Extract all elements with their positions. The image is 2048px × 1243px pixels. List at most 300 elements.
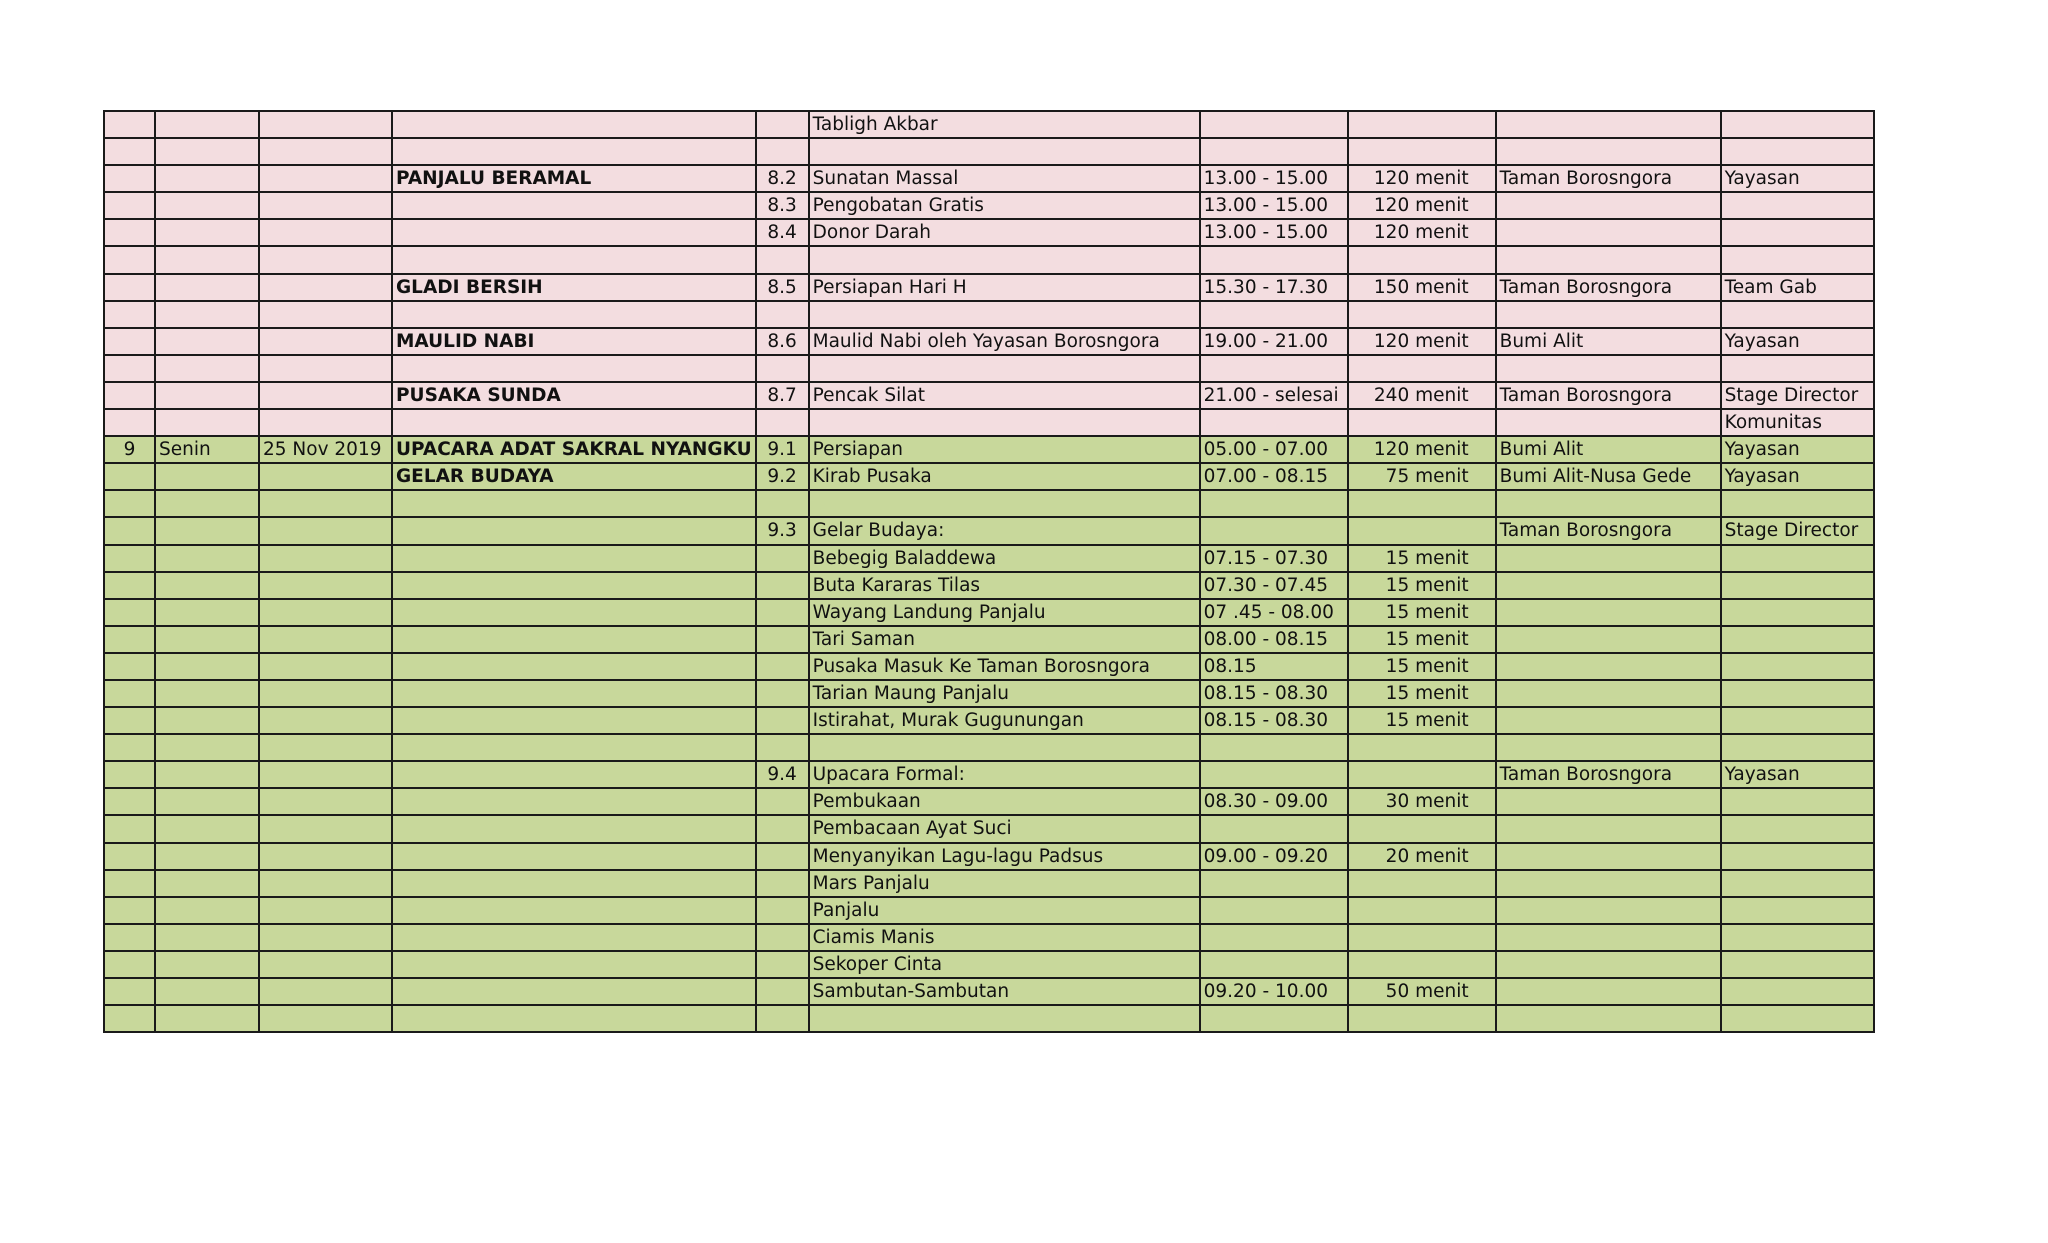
cell-activity [809,1005,1200,1032]
cell-activity: Sekoper Cinta [809,951,1200,978]
cell-activity: Kirab Pusaka [809,463,1200,490]
cell-location [1496,870,1721,897]
cell-time: 08.30 - 09.00 [1200,788,1348,815]
cell-location [1496,246,1721,273]
cell-location [1496,707,1721,734]
cell-duration: 120 menit [1348,192,1496,219]
cell-activity: Menyanyikan Lagu-lagu Padsus [809,843,1200,870]
cell-pic [1721,192,1874,219]
cell-location [1496,138,1721,165]
cell-time: 19.00 - 21.00 [1200,328,1348,355]
cell-no [104,761,155,788]
cell-day [155,653,259,680]
cell-day [155,138,259,165]
cell-program [392,301,756,328]
cell-program [392,843,756,870]
table-row [104,382,1874,409]
cell-date [259,355,392,382]
cell-duration: 15 menit [1348,626,1496,653]
cell-date [259,653,392,680]
cell-date [259,219,392,246]
cell-program: GELAR BUDAYA [392,463,756,490]
cell-activity: Pusaka Masuk Ke Taman Borosngora [809,653,1200,680]
cell-duration [1348,870,1496,897]
cell-pic: Stage Director [1721,382,1874,409]
cell-location [1496,490,1721,517]
cell-no [104,219,155,246]
cell-date [259,463,392,490]
cell-program [392,680,756,707]
cell-duration: 15 menit [1348,707,1496,734]
cell-day [155,897,259,924]
cell-duration [1348,734,1496,761]
cell-sub [756,978,809,1005]
cell-pic [1721,897,1874,924]
cell-sub [756,138,809,165]
cell-sub: 8.5 [756,274,809,301]
table-row [104,572,1874,599]
cell-program [392,599,756,626]
cell-activity: Pembacaan Ayat Suci [809,815,1200,842]
cell-date [259,274,392,301]
cell-pic: Yayasan [1721,165,1874,192]
table-row [104,788,1874,815]
cell-date [259,545,392,572]
cell-program [392,192,756,219]
cell-location [1496,301,1721,328]
table-row [104,626,1874,653]
cell-sub [756,707,809,734]
cell-pic: Stage Director [1721,517,1874,544]
cell-date [259,572,392,599]
cell-activity: Persiapan Hari H [809,274,1200,301]
table-row [104,734,1874,761]
cell-day [155,111,259,138]
cell-activity: Pencak Silat [809,382,1200,409]
cell-sub [756,843,809,870]
table-row [104,870,1874,897]
cell-time: 15.30 - 17.30 [1200,274,1348,301]
cell-date [259,599,392,626]
cell-no: 9 [104,436,155,463]
cell-sub: 8.3 [756,192,809,219]
cell-day: Senin [155,436,259,463]
cell-location [1496,815,1721,842]
table-row [104,192,1874,219]
cell-activity: Panjalu [809,897,1200,924]
cell-time [1200,138,1348,165]
cell-sub [756,490,809,517]
cell-location [1496,192,1721,219]
cell-date [259,490,392,517]
cell-time [1200,409,1348,436]
cell-day [155,870,259,897]
cell-no [104,111,155,138]
cell-duration [1348,761,1496,788]
cell-duration: 30 menit [1348,788,1496,815]
cell-sub [756,301,809,328]
cell-no [104,165,155,192]
table-row [104,274,1874,301]
cell-pic [1721,707,1874,734]
cell-program [392,897,756,924]
table-row [104,707,1874,734]
cell-program: PUSAKA SUNDA [392,382,756,409]
cell-time [1200,870,1348,897]
cell-no [104,1005,155,1032]
cell-pic [1721,788,1874,815]
cell-location [1496,599,1721,626]
cell-date [259,761,392,788]
cell-location [1496,978,1721,1005]
cell-program [392,870,756,897]
cell-program [392,111,756,138]
cell-day [155,246,259,273]
cell-duration: 120 menit [1348,219,1496,246]
cell-sub [756,680,809,707]
cell-location: Taman Borosngora [1496,274,1721,301]
cell-location: Bumi Alit [1496,328,1721,355]
cell-date [259,788,392,815]
cell-pic [1721,951,1874,978]
cell-day [155,355,259,382]
cell-date [259,328,392,355]
cell-location: Taman Borosngora [1496,517,1721,544]
cell-time: 07 .45 - 08.00 [1200,599,1348,626]
cell-day [155,815,259,842]
cell-sub: 9.1 [756,436,809,463]
schedule-table [103,110,1875,1033]
cell-activity [809,301,1200,328]
cell-pic [1721,680,1874,707]
cell-location: Taman Borosngora [1496,165,1721,192]
cell-duration [1348,924,1496,951]
cell-pic [1721,924,1874,951]
cell-date [259,680,392,707]
cell-sub [756,951,809,978]
cell-duration: 120 menit [1348,165,1496,192]
cell-sub [756,924,809,951]
cell-date [259,734,392,761]
table-row [104,436,1874,463]
cell-time [1200,301,1348,328]
cell-day [155,219,259,246]
cell-day [155,409,259,436]
cell-location [1496,572,1721,599]
cell-date [259,1005,392,1032]
cell-duration [1348,409,1496,436]
cell-duration [1348,138,1496,165]
cell-activity: Persiapan [809,436,1200,463]
cell-no [104,870,155,897]
cell-sub: 8.7 [756,382,809,409]
cell-time: 08.00 - 08.15 [1200,626,1348,653]
cell-no [104,246,155,273]
cell-date [259,707,392,734]
cell-time [1200,517,1348,544]
table-row [104,653,1874,680]
cell-no [104,328,155,355]
cell-date [259,111,392,138]
cell-no [104,382,155,409]
table-row [104,111,1874,138]
cell-sub: 8.6 [756,328,809,355]
cell-activity: Pengobatan Gratis [809,192,1200,219]
cell-activity: Sunatan Massal [809,165,1200,192]
cell-no [104,572,155,599]
cell-pic: Yayasan [1721,463,1874,490]
cell-duration [1348,815,1496,842]
cell-date [259,978,392,1005]
cell-time: 08.15 - 08.30 [1200,707,1348,734]
cell-program [392,788,756,815]
table-row [104,138,1874,165]
cell-time: 08.15 [1200,653,1348,680]
cell-sub [756,599,809,626]
cell-no [104,978,155,1005]
cell-date [259,301,392,328]
cell-pic [1721,843,1874,870]
cell-activity: Pembukaan [809,788,1200,815]
cell-location [1496,924,1721,951]
cell-time: 09.00 - 09.20 [1200,843,1348,870]
cell-no [104,788,155,815]
cell-date [259,409,392,436]
cell-pic [1721,734,1874,761]
cell-program [392,409,756,436]
cell-pic: Komunitas [1721,409,1874,436]
cell-day [155,572,259,599]
cell-time: 05.00 - 07.00 [1200,436,1348,463]
cell-duration [1348,951,1496,978]
cell-duration [1348,355,1496,382]
cell-activity: Maulid Nabi oleh Yayasan Borosngora [809,328,1200,355]
cell-activity: Gelar Budaya: [809,517,1200,544]
cell-sub [756,409,809,436]
cell-program [392,734,756,761]
table-row [104,246,1874,273]
cell-pic [1721,111,1874,138]
cell-program [392,978,756,1005]
cell-time [1200,734,1348,761]
table-row [104,897,1874,924]
cell-duration: 15 menit [1348,653,1496,680]
cell-no [104,545,155,572]
cell-pic [1721,653,1874,680]
cell-day [155,843,259,870]
cell-date [259,382,392,409]
cell-duration [1348,490,1496,517]
cell-sub [756,788,809,815]
cell-location [1496,111,1721,138]
cell-time: 09.20 - 10.00 [1200,978,1348,1005]
cell-duration: 15 menit [1348,545,1496,572]
cell-no [104,951,155,978]
cell-no [104,301,155,328]
cell-program [392,653,756,680]
cell-day [155,1005,259,1032]
cell-pic [1721,138,1874,165]
cell-no [104,274,155,301]
cell-program: GLADI BERSIH [392,274,756,301]
cell-duration: 150 menit [1348,274,1496,301]
cell-date [259,815,392,842]
cell-sub: 9.3 [756,517,809,544]
cell-pic [1721,246,1874,273]
cell-program [392,517,756,544]
cell-location [1496,788,1721,815]
cell-activity: Sambutan-Sambutan [809,978,1200,1005]
cell-day [155,734,259,761]
cell-program [392,924,756,951]
cell-no [104,897,155,924]
cell-activity: Tari Saman [809,626,1200,653]
table-row [104,815,1874,842]
cell-duration: 75 menit [1348,463,1496,490]
cell-duration [1348,246,1496,273]
cell-location: Bumi Alit-Nusa Gede [1496,463,1721,490]
cell-day [155,599,259,626]
cell-location [1496,653,1721,680]
cell-no [104,355,155,382]
cell-activity [809,734,1200,761]
cell-duration [1348,301,1496,328]
table-row [104,517,1874,544]
cell-pic [1721,545,1874,572]
cell-date [259,626,392,653]
cell-time: 08.15 - 08.30 [1200,680,1348,707]
cell-date [259,897,392,924]
cell-program: PANJALU BERAMAL [392,165,756,192]
cell-sub [756,572,809,599]
table-row [104,1005,1874,1032]
cell-no [104,924,155,951]
cell-location [1496,897,1721,924]
cell-sub [756,897,809,924]
table-row [104,219,1874,246]
cell-location [1496,355,1721,382]
cell-date [259,517,392,544]
cell-duration: 50 menit [1348,978,1496,1005]
cell-location [1496,951,1721,978]
cell-date [259,138,392,165]
cell-day [155,490,259,517]
cell-location [1496,843,1721,870]
cell-pic [1721,301,1874,328]
cell-date [259,246,392,273]
cell-sub [756,734,809,761]
cell-activity: Buta Kararas Tilas [809,572,1200,599]
table-row [104,843,1874,870]
cell-time [1200,951,1348,978]
cell-no [104,463,155,490]
cell-location [1496,734,1721,761]
cell-duration [1348,897,1496,924]
cell-time: 21.00 - selesai [1200,382,1348,409]
cell-activity: Wayang Landung Panjalu [809,599,1200,626]
cell-sub [756,815,809,842]
cell-activity [809,409,1200,436]
cell-sub [756,653,809,680]
cell-sub [756,870,809,897]
cell-location [1496,545,1721,572]
cell-pic [1721,572,1874,599]
cell-sub [756,545,809,572]
table-row [104,165,1874,192]
cell-day [155,626,259,653]
cell-location: Taman Borosngora [1496,382,1721,409]
cell-day [155,951,259,978]
cell-day [155,301,259,328]
cell-time [1200,924,1348,951]
cell-duration [1348,111,1496,138]
cell-no [104,734,155,761]
cell-no [104,490,155,517]
cell-activity: Mars Panjalu [809,870,1200,897]
cell-duration: 240 menit [1348,382,1496,409]
cell-day [155,707,259,734]
cell-activity: Istirahat, Murak Gugunungan [809,707,1200,734]
cell-day [155,382,259,409]
cell-time [1200,355,1348,382]
cell-sub [756,246,809,273]
cell-program [392,761,756,788]
cell-activity: Tabligh Akbar [809,111,1200,138]
cell-no [104,626,155,653]
cell-activity: Bebegig Baladdewa [809,545,1200,572]
cell-activity [809,138,1200,165]
cell-date [259,843,392,870]
cell-program: UPACARA ADAT SAKRAL NYANGKU [392,436,756,463]
cell-location [1496,1005,1721,1032]
cell-program [392,490,756,517]
cell-day [155,165,259,192]
cell-time [1200,490,1348,517]
cell-pic [1721,1005,1874,1032]
cell-program [392,1005,756,1032]
cell-day [155,978,259,1005]
cell-duration: 120 menit [1348,436,1496,463]
cell-location [1496,680,1721,707]
cell-pic [1721,626,1874,653]
cell-pic [1721,815,1874,842]
cell-duration: 20 menit [1348,843,1496,870]
table-row [104,301,1874,328]
table-row [104,924,1874,951]
cell-time [1200,897,1348,924]
cell-sub [756,1005,809,1032]
cell-program [392,626,756,653]
cell-day [155,545,259,572]
cell-time [1200,246,1348,273]
cell-program [392,545,756,572]
cell-no [104,653,155,680]
table-row [104,951,1874,978]
cell-activity: Upacara Formal: [809,761,1200,788]
cell-pic [1721,870,1874,897]
cell-sub [756,111,809,138]
cell-location [1496,219,1721,246]
cell-program [392,815,756,842]
cell-date [259,192,392,219]
cell-day [155,924,259,951]
cell-time [1200,815,1348,842]
cell-activity: Donor Darah [809,219,1200,246]
cell-day [155,463,259,490]
cell-sub [756,626,809,653]
cell-no [104,843,155,870]
cell-activity [809,490,1200,517]
